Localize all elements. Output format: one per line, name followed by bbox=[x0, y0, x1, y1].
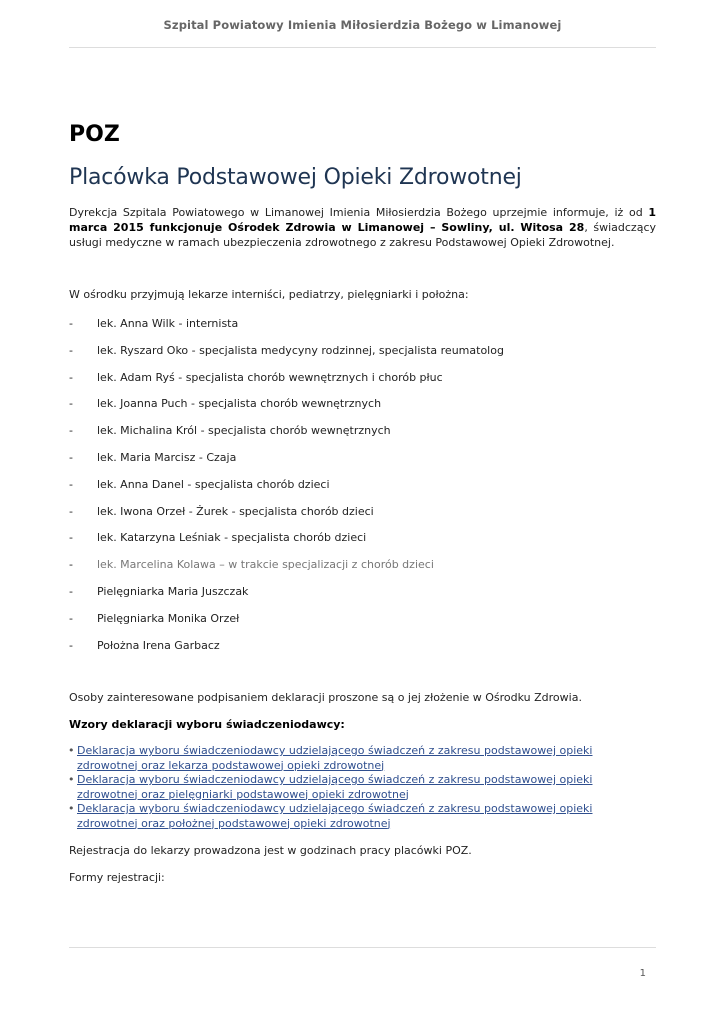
dash-marker: - bbox=[69, 424, 73, 438]
dash-marker: - bbox=[69, 638, 73, 652]
hospital-header: Szpital Powiatowy Imienia Miłosierdzia Bożego w Limanowej bbox=[163, 18, 562, 32]
staff-item bbox=[69, 502, 656, 529]
dash-marker: - bbox=[69, 584, 73, 598]
page-subtitle: Placówka Podstawowej Opieki Zdrowotnej bbox=[69, 165, 522, 190]
dash-marker: - bbox=[69, 397, 73, 411]
page-number: 1 bbox=[639, 968, 646, 979]
declaration-note: Osoby zainteresowane podpisaniem deklaracji proszone są o jej złożenie w Ośrodku Zdrowia. bbox=[69, 691, 582, 704]
intro-bold-text: 1 marca 2015 funkcjonuje Ośrodek Zdrowia w Limanowej – Sowliny, ul. Witosa 28 bbox=[69, 206, 656, 234]
footer-divider bbox=[69, 947, 656, 948]
staff-name: lek. Ryszard Oko - specjalista medycyny rodzinnej, specjalista reumatolog bbox=[97, 343, 504, 357]
staff-name: lek. Joanna Puch - specjalista chorób wewnętrznych bbox=[97, 397, 382, 411]
staff-item bbox=[69, 448, 656, 475]
intro-text-1: Dyrekcja Szpitala Powiatowego w Limanowej Imienia Miłosierdzia Bożego uprzejmie informuje, iż od bbox=[69, 206, 649, 219]
registration-info: Rejestracja do lekarzy prowadzona jest w godzinach pracy placówki POZ. bbox=[69, 844, 472, 857]
dash-marker: - bbox=[69, 343, 73, 357]
staff-item bbox=[69, 636, 656, 663]
dash-marker: - bbox=[69, 450, 73, 464]
intro-paragraph bbox=[69, 205, 656, 250]
staff-item bbox=[69, 609, 656, 636]
staff-item bbox=[69, 341, 656, 368]
staff-name: Położna Irena Garbacz bbox=[97, 638, 220, 652]
staff-item bbox=[69, 528, 656, 555]
declarations-list bbox=[69, 744, 656, 831]
dash-marker: - bbox=[69, 531, 73, 545]
dash-marker: - bbox=[69, 370, 73, 384]
staff-item bbox=[69, 314, 656, 341]
staff-name: lek. Michalina Król - specjalista chorób wewnętrznych bbox=[97, 424, 391, 438]
staff-name: lek. Katarzyna Leśniak - specjalista chorób dzieci bbox=[97, 531, 367, 545]
staff-name: lek. Iwona Orzeł - Żurek - specjalista chorób dzieci bbox=[97, 504, 374, 518]
header-divider bbox=[69, 47, 656, 48]
staff-list bbox=[69, 314, 656, 662]
staff-name: lek. Maria Marcisz - Czaja bbox=[97, 450, 237, 464]
declaration-item bbox=[69, 744, 656, 773]
intro-text-2: , świadczący usługi medyczne w ramach ubezpieczenia zdrowotnego z zakresu Podstawowej Opieki Zdrowotnej. bbox=[69, 221, 656, 249]
staff-name: Pielęgniarka Monika Orzeł bbox=[97, 611, 240, 625]
dash-marker: - bbox=[69, 611, 73, 625]
bullet-marker: • bbox=[68, 802, 75, 815]
staff-name: lek. Marcelina Kolawa – w trakcie specjalizacji z chorób dzieci bbox=[97, 558, 434, 572]
dash-marker: - bbox=[69, 317, 73, 330]
bullet-marker: • bbox=[68, 773, 75, 786]
declaration-link-midwife[interactable]: Deklaracja wyboru świadczeniodawcy udzielającego świadczeń z zakresu podstawowej opieki zdrowotnej oraz położnej podstawowej opieki zdrowotnej bbox=[77, 802, 593, 830]
declaration-link-nurse[interactable]: Deklaracja wyboru świadczeniodawcy udzielającego świadczeń z zakresu podstawowej opieki zdrowotnej oraz pielęgniarki podstawowej opieki zdrowotnej bbox=[77, 773, 593, 801]
staff-name: lek. Anna Danel - specjalista chorób dzieci bbox=[97, 477, 330, 491]
staff-name: lek. Adam Ryś - specjalista chorób wewnętrznych i chorób płuc bbox=[97, 370, 443, 384]
staff-item bbox=[69, 394, 656, 421]
registration-forms-label: Formy rejestracji: bbox=[69, 871, 165, 884]
staff-item bbox=[69, 475, 656, 502]
staff-name: lek. Anna Wilk - internista bbox=[97, 317, 239, 330]
declarations-heading: Wzory deklaracji wyboru świadczeniodawcy: bbox=[69, 718, 345, 731]
staff-name: Pielęgniarka Maria Juszczak bbox=[97, 584, 249, 598]
declaration-link-doctor[interactable]: Deklaracja wyboru świadczeniodawcy udzielającego świadczeń z zakresu podstawowej opieki zdrowotnej oraz lekarza podstawowej opieki zdrowotnej bbox=[77, 744, 593, 772]
dash-marker: - bbox=[69, 558, 73, 572]
bullet-marker: • bbox=[68, 744, 75, 757]
dash-marker: - bbox=[69, 504, 73, 518]
page-title: POZ bbox=[69, 122, 120, 147]
staff-item bbox=[69, 555, 656, 582]
staff-intro: W ośrodku przyjmują lekarze interniści, pediatrzy, pielęgniarki i położna: bbox=[69, 288, 469, 301]
staff-item bbox=[69, 582, 656, 609]
staff-item bbox=[69, 421, 656, 448]
declaration-item bbox=[69, 802, 656, 831]
declaration-item bbox=[69, 773, 656, 802]
dash-marker: - bbox=[69, 477, 73, 491]
staff-item bbox=[69, 368, 656, 395]
